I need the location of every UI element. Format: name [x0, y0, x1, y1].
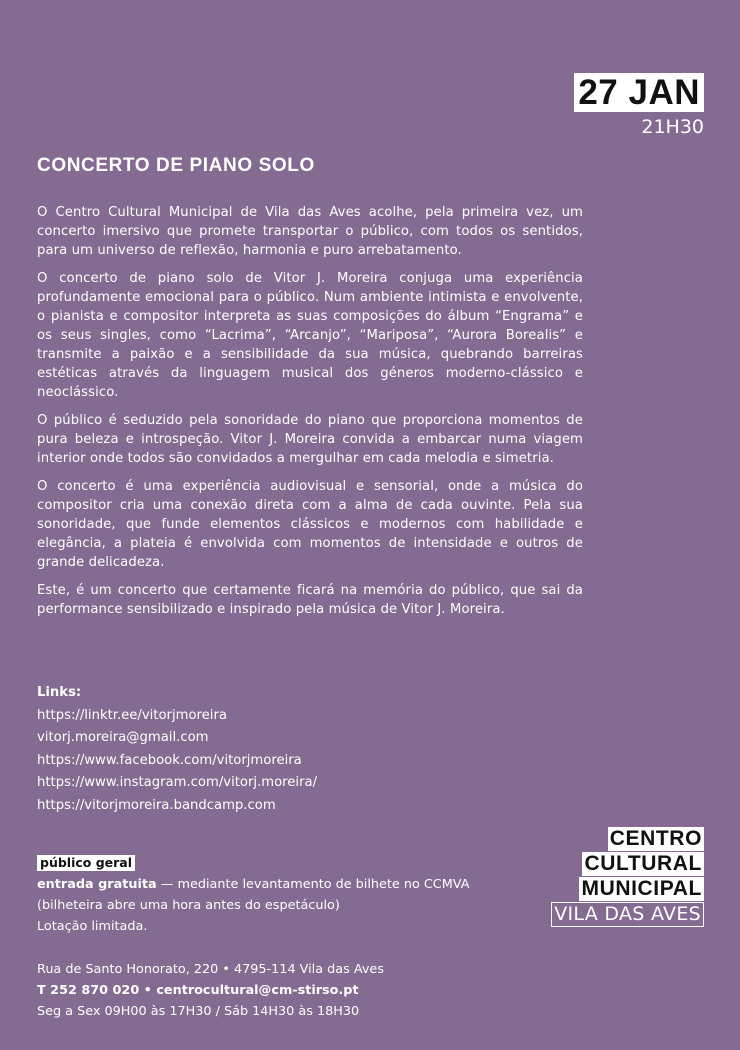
- entry-label: entrada gratuita: [37, 877, 157, 892]
- link-linktree[interactable]: https://linktr.ee/vitorjmoreira: [37, 707, 227, 723]
- event-date: 27 JAN: [574, 73, 704, 112]
- link-facebook[interactable]: https://www.facebook.com/vitorjmoreira: [37, 752, 302, 768]
- ccmva-logo: [551, 827, 704, 927]
- capacity-note: Lotação limitada.: [37, 919, 148, 934]
- venue-footer: [37, 959, 384, 1022]
- event-date-block: [574, 73, 704, 138]
- entry-detail: — mediante levantamento de bilhete no CCMVA: [156, 877, 470, 892]
- logo-line-cultural: CULTURAL: [584, 852, 702, 875]
- links-title: Links:: [37, 685, 82, 700]
- logo-line-municipal: MUNICIPAL: [581, 877, 702, 900]
- venue-hours: Seg a Sex 09H00 às 17H30 / Sáb 14H30 às 18H30: [37, 1004, 360, 1019]
- ticket-info: [37, 853, 469, 937]
- description-paragraph-1: O Centro Cultural Municipal de Vila das Aves acolhe, pela primeira vez, um concerto imersivo que promete transportar o público, com todos os sentidos, para um universo de reflexão, harmonia e puro arrebatamento.: [37, 205, 583, 258]
- audience-badge: público geral: [37, 855, 135, 871]
- venue-address: Rua de Santo Honorato, 220 • 4795-114 Vila das Aves: [37, 962, 384, 977]
- link-instagram[interactable]: https://www.instagram.com/vitorj.moreira/: [37, 775, 318, 790]
- link-bandcamp[interactable]: https://vitorjmoreira.bandcamp.com: [37, 797, 276, 813]
- venue-contact: T 252 870 020 • centrocultural@cm-stirso.pt: [37, 983, 359, 998]
- event-time: 21H30: [641, 116, 704, 138]
- logo-line-vila-das-aves: VILA DAS AVES: [551, 902, 704, 927]
- links-section: [37, 682, 317, 817]
- description-paragraph-3: O público é seduzido pela sonoridade do piano que proporciona momentos de pura beleza e introspeção. Vitor J. Moreira convida a embarcar numa viagem interior onde todos são convidados a mergulhar em cada melodia e simetria.: [37, 413, 583, 466]
- description-paragraph-2: O concerto de piano solo de Vitor J. Moreira conjuga uma experiência profundamente emocional para o público. Num ambiente intimista e envolvente, o pianista e compositor interpreta as suas composições do álbum “Engrama” e os seus singles, como “Lacrima”, “Arcanjo”, “Mariposa”, “Aurora Borealis” e transmite a paixão e a sensibilidade da sua música, quebrando barreiras estéticas através da linguagem musical dos géneros moderno-clássico e neoclássico.: [37, 271, 583, 400]
- box-office-note: (bilheteira abre uma hora antes do espetáculo): [37, 898, 340, 913]
- logo-line-centro: CENTRO: [609, 827, 702, 850]
- description-paragraph-5: Este, é um concerto que certamente ficará na memória do público, que sai da performance sensibilizado e inspirado pela música de Vitor J. Moreira.: [37, 583, 583, 617]
- event-description: [37, 203, 583, 628]
- link-email[interactable]: vitorj.moreira@gmail.com: [37, 730, 209, 745]
- event-title: CONCERTO DE PIANO SOLO: [37, 155, 315, 176]
- description-paragraph-4: O concerto é uma experiência audiovisual e sensorial, onde a música do compositor cria uma conexão direta com a alma de cada ouvinte. Pela sua sonoridade, que funde elementos clássicos e modernos com habilidade e elegância, a plateia é envolvida com momentos de intensidade e outros de grande delicadeza.: [37, 479, 583, 570]
